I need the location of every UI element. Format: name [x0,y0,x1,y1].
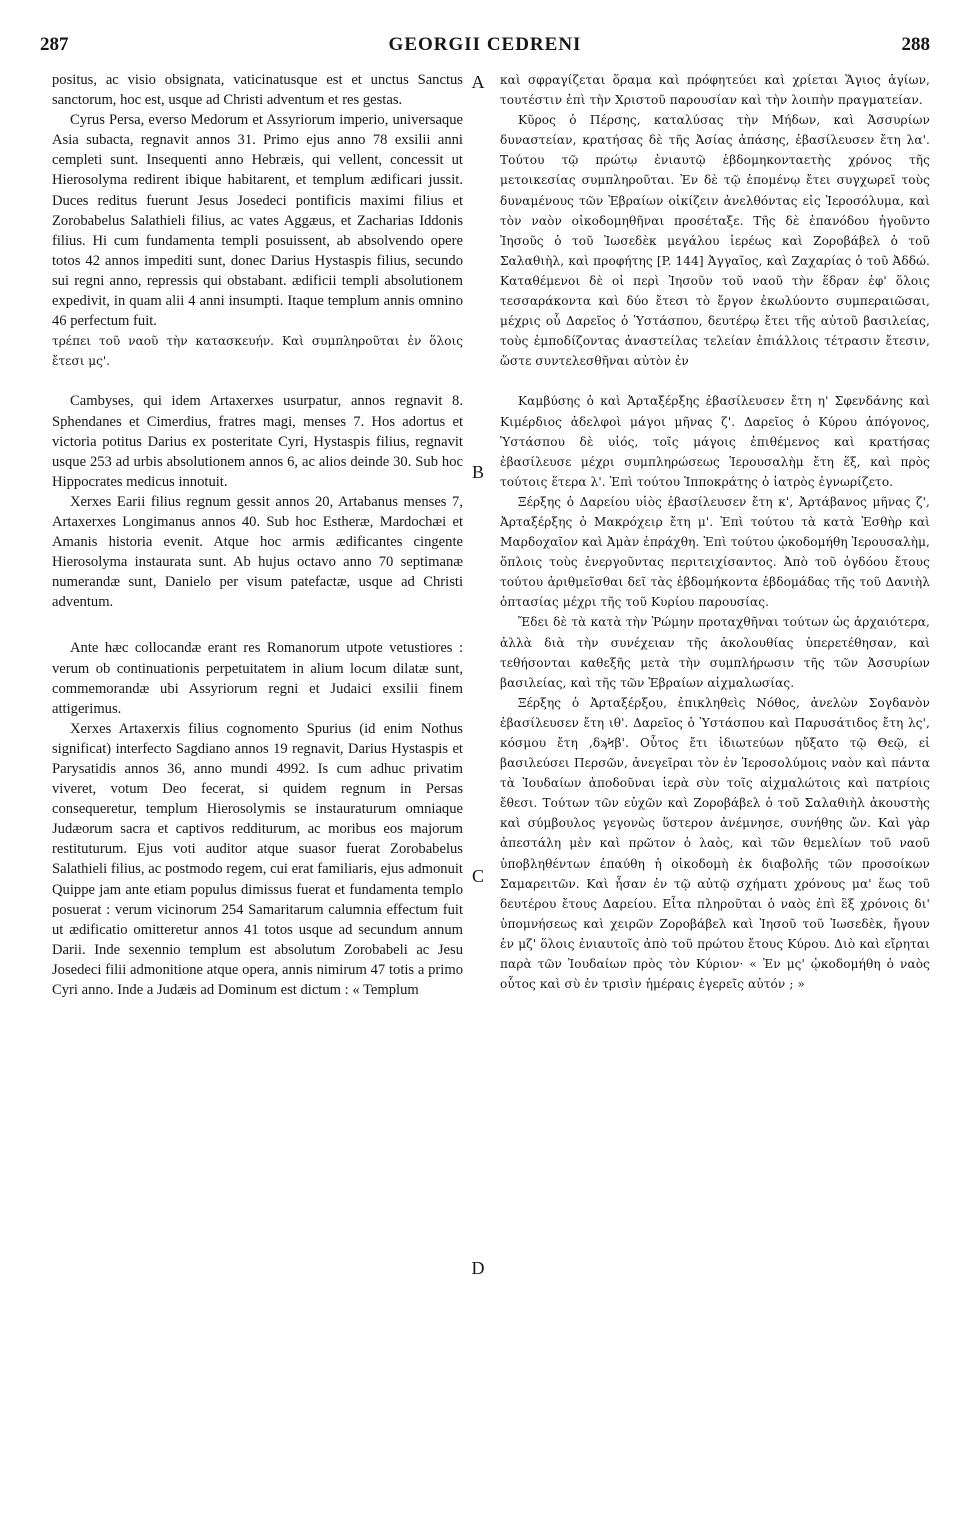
greek-paragraph: Ξέρξης ὁ Ἀρταξέρξου, ἐπικληθεὶς Νόθος, ἀνελὼν Σογδανὸν ἐβασίλευσεν ἔτη ιθ'. Δαρεῖος ὁ Ὑστάσπου καὶ Παρυσάτιδος ἔτη λς', κόσμου ἔτη ‚δϡϞβ'. Οὗτος ἔτι ἰδιωτεύων ηὔξατο τῷ Θεῷ, εἰ βασιλεύσει Περσῶν, ἀνεγεῖραι τὸν ἐν Ἱεροσολύμοις ναὸν καὶ πάντα τὰ Ἰουδαίων ἀποδοῦναι ἱερὰ σὺν τοῖς αἰχμαλώτοις καὶ πατρίοις ἔθεσι. Τούτων τῶν εὐχῶν καὶ Ζοροβάβελ ὁ τοῦ Σαλαθιὴλ ἀκουστὴς καὶ σύμβουλος γεγονὼς ὕστερον ἀνέμνησε, συνήθης ὤν. Καὶ γὰρ ἀπεστάλη μὲν καὶ πρῶτον ὁ λαὸς, καὶ τῶν θεμελίων τοῦ ναοῦ ὑποβληθέντων ἐπαύθη ἡ οἰκοδομὴ ἐκ διαβολῆς τῶν προσοίκων Σαμαρειτῶν. Καὶ ἦσαν ἐν τῷ αὐτῷ σχήματι χρόνους μα' ἕως τοῦ δευτέρου ἔτους Δαρείου. Εἶτα πληροῦται ὁ ναὸς ἐπὶ ἓξ χρόνοις δι' ὑπομνήσεως καὶ χειρῶν Ζοροβάβελ καὶ Ἰησοῦ τοῦ Ἰωσεδὲκ, ἤγουν ἐν μζ' ὅλοις ἐνιαυτοῖς ἀπὸ τοῦ πρώτου ἔτους Κύρου. Διὸ καὶ εἴρηται παρὰ τῶν Ἰουδαίων πρὸς τὸν Κύριον· « Ἐν μς' ᾠκοδομήθη ὁ ναὸς οὗτος καὶ σὺ ἐν τρισὶν ἡμέραις ἐγερεῖς αὐτόν ; » [500,695,930,992]
greek-paragraph: Ἔδει δὲ τὰ κατὰ τὴν Ῥώμην προταχθῆναι τούτων ὡς ἀρχαιότερα, ἀλλὰ διὰ τὴν συνέχειαν τῆς ἀκολουθίας ὑπερετέθησαν, καὶ τεθήσονται καθεξῆς μετὰ τὴν συμπλήρωσιν τῆς τῶν Ἀσσυρίων βασιλείας, καὶ τῆς τῶν Ἑβραίων αἰχμαλωσίας. [500,615,930,690]
latin-paragraph: positus, ac visio obsignata, vaticinatusque est et unctus Sanctus sanctorum, hoc est, usque ad Christi adventum et res gestas. [52,72,463,109]
margin-marker-d: D [471,1258,485,1278]
margin-marker-c: C [471,866,484,886]
page-number-right: 288 [901,34,930,55]
greek-column [500,70,930,994]
latin-paragraph: Xerxes Artaxerxis filius cognomento Spurius (id enim Nothus significat) interfecto Sagdiano annos 19 regnavit, Darius Hystaspis et Parysatidis annos 36, anno mundi 4992. Is cum adhuc privatim viveret, votum Deo fecerat, si quidem regnum in Persas consequeretur, templum Hierosolymis se instauraturum omniaque Judæorum sacra et captivos redditurum, ac moribus eos majorum restituturum. Ejus voti auditor atque suasor fuerat Zorobabelus Salathieli filius, ac postmodo regem, cui erat familiaris, ejus admonuit Quippe jam ante etiam populus dimissus fuerat et fundamenta templo posuerat : verum vicinorum 254 Samaritarum calumnia effectum fuit ut ædificatio omitteretur annos 41 totos usque ad secundum annum Darii. Inde sexennio templum est absolutum Zorobabeli ac Jesu Josedeci filii admonitione atque opera, annis nimirum 47 totis a primo Cyri anno. Inde a Judæis ad Dominum est dictum : « Templum [52,720,463,999]
margin-marker-a: A [471,72,485,92]
greek-paragraph: Κῦρος ὁ Πέρσης, καταλύσας τὴν Μήδων, καὶ Ἀσσυρίων δυναστείαν, κρατήσας δὲ τῆς Ἀσίας ἁπάσης, ἐβασίλευσεν ἔτη λα'. Τούτου τῷ πρώτῳ ἐνιαυτῷ ἑβδομηκονταετὴς χρόνος τῆς μετοικεσίας συμπληροῦται. Ἐν δὲ τῷ ἑπομένῳ ἔτει συγχωρεῖ τοὺς δυναμένους τῶν Ἑβραίων οἰκίζειν ἀνελθόντας εἰς Ἱεροσόλυμα, καὶ τὸν ναὸν οἰκοδομηθῆναι προσέταξε. Τῆς δὲ ἐπανόδου ἡγοῦντο Ἰησοῦς ὁ τοῦ Ἰωσεδὲκ μεγάλου ἱερέως καὶ Ζοροβάβελ ὁ τοῦ Σαλαθιὴλ, καὶ προφήτης [P. 144] Ἀγγαῖος, καὶ Ζαχαρίας ὁ τοῦ Ἀδδώ. Καταθέμενοι δὲ οἱ περὶ Ἰησοῦν τοῦ ναοῦ τὴν ἕδραν ἐφ' ὅλοις τεσσαράκοντα καὶ δύο ἔτεσι τὸ ἔργον ἐκωλύοντο συμπεραιῶσαι, μέχρις οὗ Δαρεῖος ὁ Ὑστάσπου, δευτέρῳ ἔτει τῆς αὐτοῦ βασιλείας, τοὺς ἐμποδίζοντας ἀναστείλας τελείαν ἐπιάλλοις τέτρασιν ἔτεσιν, ὥστε συντελεσθῆναι αὐτὸν ἐν [500,113,930,369]
greek-overflow-text: τρέπει τοῦ ναοῦ τὴν κατασκευήν. Καὶ συμπληροῦται ἐν ὅλοις ἔτεσι μς'. [52,334,463,369]
greek-paragraph: Καμβύσης ὁ καὶ Ἀρταξέρξης ἐβασίλευσεν ἔτη η' Σφενδάνης καὶ Κιμέρδιος ἀδελφοὶ μάγοι μῆνας ζ'. Δαρεῖος ὁ Κύρου ἀπόγονος, Ὑστάσπου δὲ υἱός, τοῖς μάγοις ἐπιθέμενος καὶ κρατήσας ἐβασίλευσε μέχρι συμπληρώσεως Ἱερουσαλὴμ ἔτη ἕξ, καὶ πρὸς τούτοις ἕτερα λ'. Ἐπὶ τούτου Ἱπποκράτης ὁ ἰατρὸς ἐγνωρίζετο. [500,394,930,489]
latin-paragraph: Ante hæc collocandæ erant res Romanorum utpote vetustiores : verum ob continuationis perpetuitatem in alium locum dilatæ sunt, commemorandæ ubi Assyriorum regni et Judaici exsilii finem attigerimus. [52,640,463,717]
margin-marker-b: B [471,462,484,482]
page-header [40,34,930,64]
spacer [52,612,463,638]
latin-column [52,70,463,1000]
running-title: GEORGII CEDRENI [388,34,582,55]
greek-paragraph: καὶ σφραγίζεται ὅραμα καὶ πρόφητεύει καὶ χρίεται Ἅγιος ἁγίων, τουτέστιν ἐπὶ τὴν Χριστοῦ παρουσίαν καὶ τὴν λοιπὴν πραγματείαν. [500,73,930,108]
greek-paragraph: Ξέρξης ὁ Δαρείου υἱὸς ἐβασίλευσεν ἔτη κ', Ἀρτάβανος μῆνας ζ', Ἀρταξέρξης ὁ Μακρόχειρ ἔτη μ'. Ἐπὶ τούτου τὰ κατὰ Ἐσθὴρ καὶ Μαρδοχαῖον καὶ Ἀμὰν ἐπράχθη. Ἐπὶ τούτου ᾠκοδομήθη Ἱερουσαλὴμ, ὅπλοις τοὺς ἐνεργοῦντας περιτειχίσαντος. Ἀπὸ τοῦ ὀγδόου ἔτους τούτου ἀριθμεῖσθαι δεῖ τὰς ἑβδομήκοντα ἑβδομάδας τῆς τοῦ Δανιὴλ ὀπτασίας μέχρι τῆς τοῦ Κυρίου παρουσίας. [500,494,930,610]
spacer [52,371,463,391]
latin-paragraph: Cyrus Persa, everso Medorum et Assyriorum imperio, universaque Asia subacta, regnavit annos 31. Primo ejus anno 78 exsilii anni cempleti sunt. Insequenti anno Hebræis, qui vellent, concessit ut Hierosolyma redirent ibique habitarent, et templum ædificari jussit. Duces reditus fuerunt Jesus Josedeci pontificis maximi filius et Zorobabelus Salathieli filius, ac vates Aggæus, et Zacharias Iddonis filius. Hi cum fundamenta templi posuissent, ab absolvendo opere totos 42 annos impediti sunt, donec Darius Hystaspis filius, secundo sui regni anno, repressis qui obstabant. ædificii templi absolutionem expedivit, in quam alii 4 anni insumpti. Itaque templum annis omnino 46 perfectum fuit. [52,112,463,330]
page-number-left: 287 [40,34,69,55]
latin-paragraph: Cambyses, qui idem Artaxerxes usurpatur, annos regnavit 8. Sphendanes et Cimerdius, fratres magi, menses 7. Hos adortus et victoria potitus Darius ex posteritate Cyri, Hystaspis filius, regnavit usque 253 ad urbis absolutionem annos 6, ac alios deinde 30. Sub hoc Hippocrates medicus innotuit. [52,393,463,490]
spacer [500,371,930,391]
latin-paragraph: Xerxes Earii filius regnum gessit annos 20, Artabanus menses 7, Artaxerxes Longimanus annos 40. Sub hoc Estheræ, Mardochæi et Amanis historia evenit. Atque hoc armis ædificantes cingente Hierosolyma instaurata sunt. Ab hujus octavo anno 70 septimanæ numerandæ sunt, Danielo per visum patefactæ, usque ad Christi adventum. [52,493,463,611]
